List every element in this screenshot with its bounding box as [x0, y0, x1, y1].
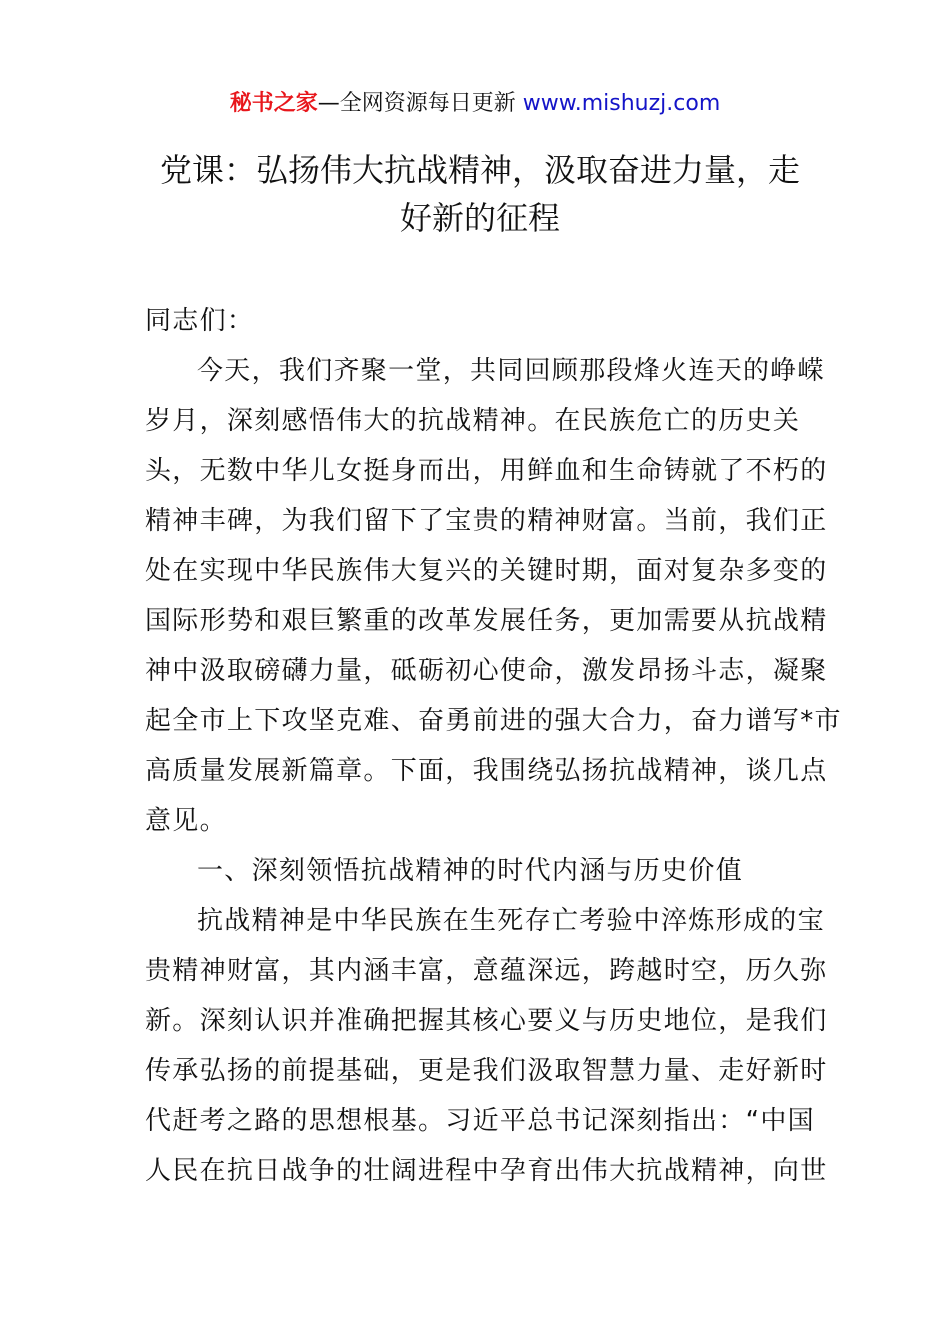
paragraph-line: 新。深刻认识并准确把握其核心要义与历史地位，是我们 [145, 1006, 828, 1036]
paragraph-line: 人民在抗日战争的壮阔进程中孕育出伟大抗战精神，向世 [145, 1156, 828, 1186]
document-body [145, 296, 842, 1196]
title-line-1: 党课：弘扬伟大抗战精神，汲取奋进力量，走 [159, 151, 800, 189]
paragraph-line: 起全市上下攻坚克难、奋勇前进的强大合力，奋力谱写*市 [145, 706, 842, 736]
brand-name: 秘书之家 [229, 91, 318, 116]
section-heading: 一、深刻领悟抗战精神的时代内涵与历史价值 [197, 856, 744, 886]
paragraph-line: 今天，我们齐聚一堂，共同回顾那段烽火连天的峥嵘 [197, 356, 825, 386]
document-title [140, 146, 820, 242]
paragraph-line: 处在实现中华民族伟大复兴的关键时期，面对复杂多变的 [145, 556, 828, 586]
paragraph-line: 代赶考之路的思想根基。习近平总书记深刻指出：“中国 [145, 1106, 815, 1136]
paragraph-line: 神中汲取磅礴力量，砥砺初心使命，激发昂扬斗志，凝聚 [145, 656, 828, 686]
salutation: 同志们： [145, 306, 255, 336]
paragraph-line: 精神丰碑，为我们留下了宝贵的精神财富。当前，我们正 [145, 506, 828, 536]
paragraph-line: 抗战精神是中华民族在生死存亡考验中淬炼形成的宝 [197, 906, 825, 936]
site-header [0, 88, 950, 120]
title-line-2: 好新的征程 [399, 199, 560, 237]
paragraph-line: 贵精神财富，其内涵丰富，意蕴深远，跨越时空，历久弥 [145, 956, 828, 986]
paragraph-line: 岁月，深刻感悟伟大的抗战精神。在民族危亡的历史关 [145, 406, 801, 436]
paragraph-line: 高质量发展新篇章。下面，我围绕弘扬抗战精神，谈几点 [145, 756, 828, 786]
site-url-link[interactable]: www.mishuzj.com [522, 91, 721, 116]
paragraph-line: 头，无数中华儿女挺身而出，用鲜血和生命铸就了不朽的 [145, 456, 828, 486]
paragraph-line: 意见。 [145, 806, 227, 836]
paragraph-line: 传承弘扬的前提基础，更是我们汲取智慧力量、走好新时 [145, 1056, 828, 1086]
paragraph-line: 国际形势和艰巨繁重的改革发展任务，更加需要从抗战精 [145, 606, 828, 636]
header-tagline: —全网资源每日更新 [317, 91, 516, 116]
